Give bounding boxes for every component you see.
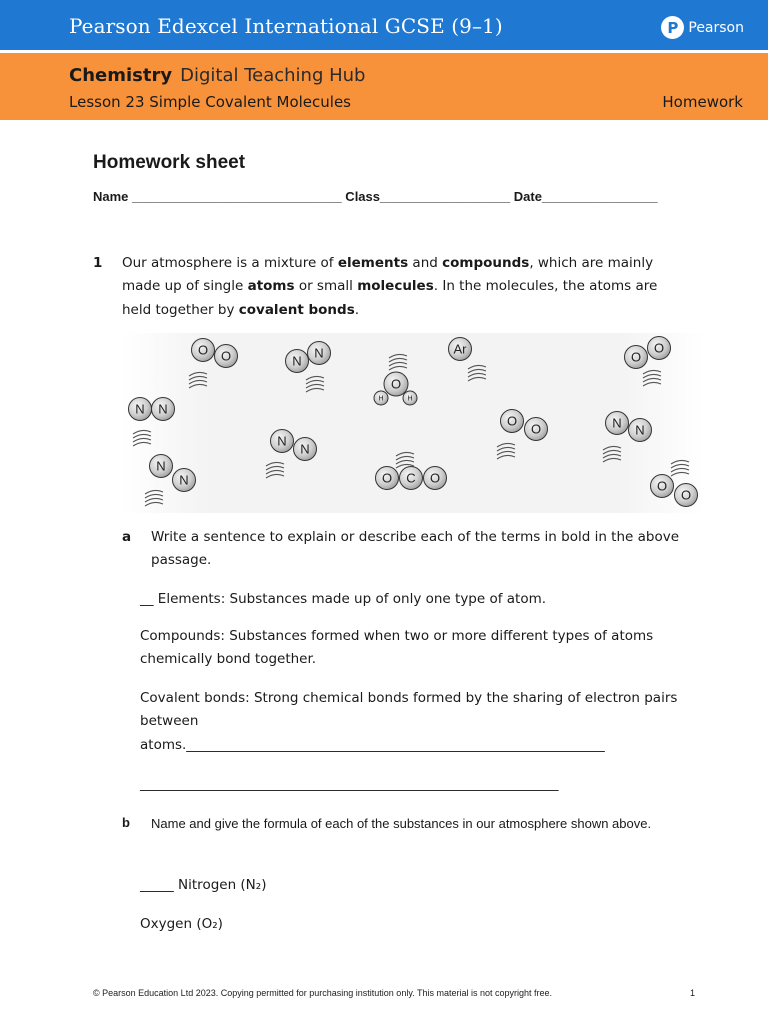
atom-symbol: N — [612, 415, 622, 431]
lesson-title: Lesson 23 Simple Covalent Molecules — [69, 93, 351, 111]
atom-symbol: O — [390, 376, 402, 392]
part-a-prompt: Write a sentence to explain or describe each of the terms in bold in the above passage. — [151, 529, 680, 569]
bold-term: molecules — [357, 278, 434, 295]
atom-symbol: N — [156, 458, 166, 474]
atom-symbol: N — [292, 353, 302, 369]
subject-line — [69, 65, 365, 86]
atom-symbol: N — [635, 422, 645, 438]
question-number: 1 — [93, 255, 103, 271]
page-number: 1 — [690, 988, 696, 998]
atom-symbol: N — [135, 401, 145, 417]
atom-symbol: O — [653, 340, 665, 356]
hub-name: Digital Teaching Hub — [180, 65, 366, 86]
atom-symbol: N — [300, 441, 310, 457]
atom-symbol: O — [220, 348, 232, 364]
intro-text: , which are mainly made up of single — [122, 255, 654, 295]
atom-symbol: O — [429, 470, 441, 486]
bold-term: compounds — [442, 255, 530, 271]
part-b-label: b — [122, 815, 130, 830]
atom-symbol: H — [407, 395, 413, 403]
subject-name: Chemistry — [69, 65, 173, 86]
atom-symbol: N — [179, 472, 189, 488]
intro-text: Our atmosphere is a mixture of — [122, 255, 338, 271]
part-a-label: a — [122, 529, 132, 545]
bold-term: covalent bonds — [238, 301, 355, 318]
pearson-logo-icon: P — [661, 16, 684, 39]
bold-term: atoms — [247, 278, 295, 295]
intro-text: . — [354, 301, 360, 318]
atom-symbol: O — [381, 470, 393, 486]
atom-symbol: C — [406, 470, 416, 486]
atom-symbol: O — [680, 487, 692, 503]
atom-symbol: O — [630, 349, 642, 365]
pearson-brand — [661, 16, 744, 39]
atom-symbol: N — [158, 401, 168, 417]
subject-banner — [0, 53, 768, 120]
intro-text: and — [408, 255, 443, 271]
atom-symbol: H — [378, 395, 384, 403]
answer-covalent-bonds[interactable]: Covalent bonds: Strong chemical bonds formed by the sharing of electron pairs between — [140, 690, 678, 730]
atmosphere-molecules-figure — [122, 333, 704, 513]
part-b-prompt: Name and give the formula of each of the substances in our atmosphere shown above. — [151, 816, 652, 831]
atom-symbol: O — [197, 342, 209, 358]
atom-symbol: N — [277, 433, 287, 449]
top-banner — [0, 0, 768, 50]
answer-blank-line[interactable]: ______________________________________________________________ — [140, 776, 559, 792]
pearson-wordmark: Pearson — [688, 19, 744, 36]
atom-symbol: O — [530, 421, 542, 437]
answer-nitrogen[interactable]: _____ Nitrogen (N₂) — [140, 877, 267, 893]
answer-covalent-bonds-end[interactable]: atoms.______________________________________________________________ — [140, 737, 605, 753]
answer-compounds[interactable]: Compounds: Substances formed when two or more different types of atoms chemically bond together. — [140, 628, 654, 668]
course-title: Pearson Edexcel International GCSE (9–1) — [69, 14, 503, 38]
atom-symbol: Ar — [453, 341, 467, 357]
page-title: Homework sheet — [93, 152, 246, 173]
copyright-footer: © Pearson Education Ltd 2023. Copying permitted for purchasing institution only. This material is not copyright free. — [93, 988, 553, 998]
atom-symbol: O — [656, 478, 668, 494]
intro-text: . In the molecules, the atoms are held together by — [122, 278, 658, 318]
homework-tag: Homework — [662, 93, 743, 111]
name-class-date-fields[interactable]: Name _____________________________ Class__________________ Date________________ — [93, 189, 658, 204]
atom-symbol: O — [506, 413, 518, 429]
intro-text: or small — [294, 278, 358, 295]
atom-symbol: N — [314, 345, 324, 361]
question-intro — [122, 252, 682, 322]
answer-elements[interactable]: __ Elements: Substances made up of only one type of atom. — [140, 591, 547, 607]
bold-term: elements — [337, 255, 409, 271]
answer-oxygen[interactable]: Oxygen (O₂) — [140, 916, 223, 932]
